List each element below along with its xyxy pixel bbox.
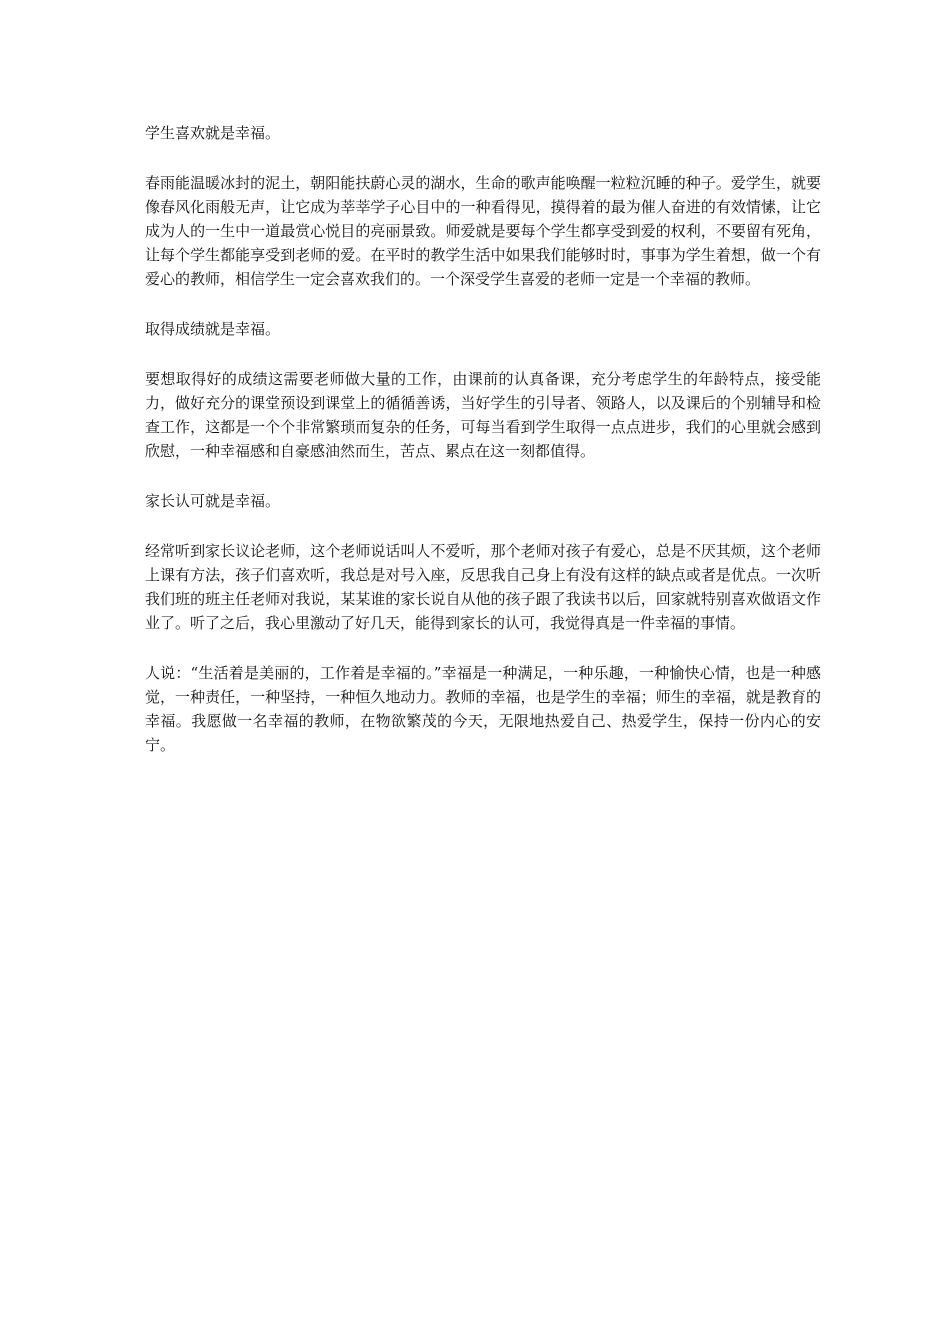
- section-heading-students: 学生喜欢就是幸福。: [145, 124, 281, 142]
- paragraph-students: 春雨能温暖冰封的泥土，朝阳能扶蔚心灵的湖水，生命的歌声能唤醒一粒粒沉睡的种子。爱学生，就要像春风化雨般无声，让它成为莘莘学子心目中的一种看得见，摸得着的最为催人奋进的有效情愫，让它成为人的一生中一道最赏心悦目的亮丽景致。师爱就是要每个学生都享受到爱的权利，不要留有死角，让每个学生都能享受到老师的爱。在平时的教学生活中如果我们能够时时，事事为学生着想，做一个有爱心的教师，相信学生一定会喜欢我们的。一个深受学生喜爱的老师一定是一个幸福的教师。: [145, 174, 821, 288]
- paragraph-parents: 经常听到家长议论老师，这个老师说话叫人不爱听，那个老师对孩子有爱心，总是不厌其烦，这个老师上课有方法，孩子们喜欢听，我总是对号入座，反思我自己身上有没有这样的缺点或者是优点。一次听我们班的班主任老师对我说，某某谁的家长说自从他的孩子跟了我读书以后，回家就特别喜欢做语文作业了。听了之后，我心里激动了好几天，能得到家长的认可，我觉得真是一件幸福的事情。: [145, 542, 821, 632]
- section-heading-parents: 家长认可就是幸福。: [145, 492, 281, 510]
- section-heading-achievement: 取得成绩就是幸福。: [145, 320, 281, 338]
- document-body: [145, 121, 821, 783]
- paragraph-achievement: 要想取得好的成绩这需要老师做大量的工作，由课前的认真备课，充分考虑学生的年龄特点，接受能力，做好充分的课堂预设到课堂上的循循善诱，当好学生的引导者、领路人，以及课后的个别辅导和检查工作，这都是一个个非常繁琐而复杂的任务，可每当看到学生取得一点点进步，我们的心里就会感到欣慰，一种幸福感和自豪感油然而生，苦点、累点在这一刻都值得。: [145, 370, 821, 460]
- paragraph-conclusion: 人说：“生活着是美丽的，工作着是幸福的。”幸福是一种满足，一种乐趣，一种愉快心情，也是一种感觉，一种责任，一种坚持，一种恒久地动力。教师的幸福，也是学生的幸福；师生的幸福，就是教育的幸福。我愿做一名幸福的教师，在物欲繁茂的今天，无限地热爱自己、热爱学生，保持一份内心的安宁。: [145, 664, 821, 754]
